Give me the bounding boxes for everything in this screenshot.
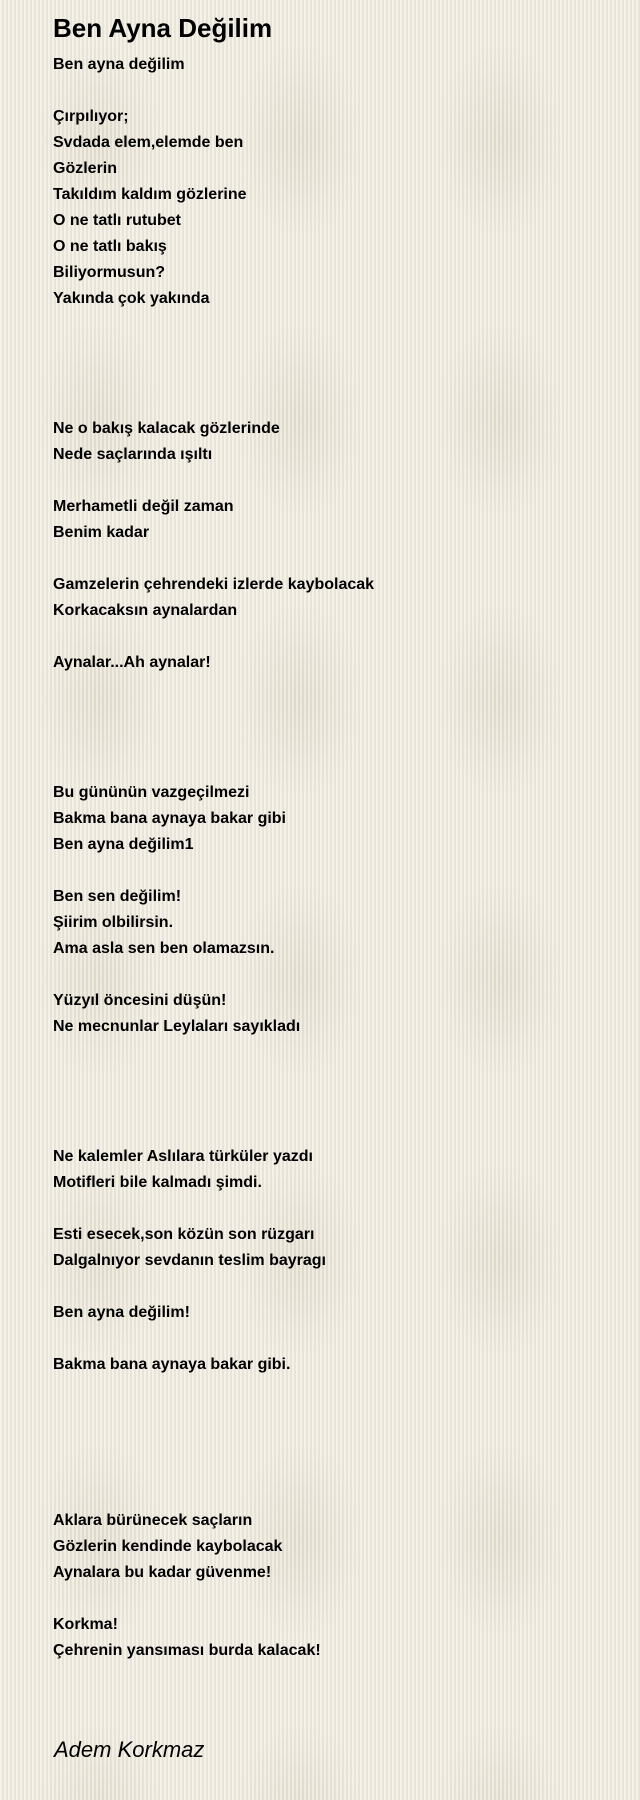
poem-blank-line: [53, 1118, 613, 1144]
poem-line: Aynalar...Ah aynalar!: [53, 654, 211, 671]
poem-line: O ne tatlı bakış: [53, 238, 167, 255]
poem-blank-line: [53, 1092, 613, 1118]
poem-line: Bu gününün vazgeçilmezi: [53, 784, 250, 801]
poem-line: Bakma bana aynaya bakar gibi.: [53, 1356, 291, 1373]
poem-blank-line: [53, 1482, 613, 1508]
poem-blank-line: [53, 468, 613, 494]
poem-author: Adem Korkmaz: [54, 1737, 205, 1762]
poem-line: Ne kalemler Aslılara türküler yazdı: [53, 1148, 313, 1165]
poem-blank-line: [53, 1066, 613, 1092]
poem-line: Çehrenin yansıması burda kalacak!: [53, 1642, 321, 1659]
poem-blank-line: [53, 1404, 613, 1430]
poem-blank-line: [53, 702, 613, 728]
poem-body: [53, 52, 613, 1664]
poem-line: Biliyormusun?: [53, 264, 166, 281]
poem-blank-line: [53, 1196, 613, 1222]
poem-blank-line: [53, 338, 613, 364]
poem-line: Dalgalnıyor sevdanın teslim bayragı: [53, 1252, 326, 1269]
poem-blank-line: [53, 1274, 613, 1300]
poem-line: Aklara bürünecek saçların: [53, 1512, 253, 1529]
poem-blank-line: [53, 1586, 613, 1612]
poem-line: Gözlerin: [53, 160, 118, 177]
poem-blank-line: [53, 676, 613, 702]
poem-line: Ne mecnunlar Leylaları sayıkladı: [53, 1018, 301, 1035]
poem-line: O ne tatlı rutubet: [53, 212, 181, 229]
poem-line: Bakma bana aynaya bakar gibi: [53, 810, 286, 827]
poem-blank-line: [53, 858, 613, 884]
poem-line: Motifleri bile kalmadı şimdi.: [53, 1174, 262, 1191]
poem-blank-line: [53, 754, 613, 780]
poem-blank-line: [53, 78, 613, 104]
poem-blank-line: [53, 962, 613, 988]
poem-blank-line: [53, 364, 613, 390]
poem-blank-line: [53, 624, 613, 650]
poem-line: Svdada elem,elemde ben: [53, 134, 244, 151]
poem-line: Esti esecek,son közün son rüzgarı: [53, 1226, 315, 1243]
poem-line: Merhametli değil zaman: [53, 498, 234, 515]
poem-blank-line: [53, 1456, 613, 1482]
poem-line: Korkma!: [53, 1616, 118, 1633]
poem-blank-line: [53, 1040, 613, 1066]
poem-line: Nede saçlarında ışıltı: [53, 446, 213, 463]
poem-line: Çırpılıyor;: [53, 108, 129, 125]
poem-line: Korkacaksın aynalardan: [53, 602, 238, 619]
poem-line: Ama asla sen ben olamazsın.: [53, 940, 275, 957]
poem-blank-line: [53, 1326, 613, 1352]
poem-line: Ben sen değilim!: [53, 888, 182, 905]
poem-container: [53, 10, 613, 1664]
poem-line: Yakında çok yakında: [53, 290, 210, 307]
poem-title: Ben Ayna Değilim: [53, 13, 273, 43]
poem-line: Gamzelerin çehrendeki izlerde kaybolacak: [53, 576, 375, 593]
poem-line: Ben ayna değilim1: [53, 836, 194, 853]
poem-blank-line: [53, 1378, 613, 1404]
poem-line: Benim kadar: [53, 524, 150, 541]
poem-line: Ben ayna değilim: [53, 56, 185, 73]
poem-line: Ne o bakış kalacak gözlerinde: [53, 420, 280, 437]
poem-blank-line: [53, 1430, 613, 1456]
poem-blank-line: [53, 312, 613, 338]
poem-blank-line: [53, 546, 613, 572]
poem-blank-line: [53, 390, 613, 416]
poem-line: Takıldım kaldım gözlerine: [53, 186, 247, 203]
poem-line: Ben ayna değilim!: [53, 1304, 190, 1321]
poem-line: Yüzyıl öncesini düşün!: [53, 992, 227, 1009]
poem-line: Gözlerin kendinde kaybolacak: [53, 1538, 283, 1555]
poem-blank-line: [53, 728, 613, 754]
poem-line: Aynalara bu kadar güvenme!: [53, 1564, 272, 1581]
poem-line: Şiirim olbilirsin.: [53, 914, 174, 931]
